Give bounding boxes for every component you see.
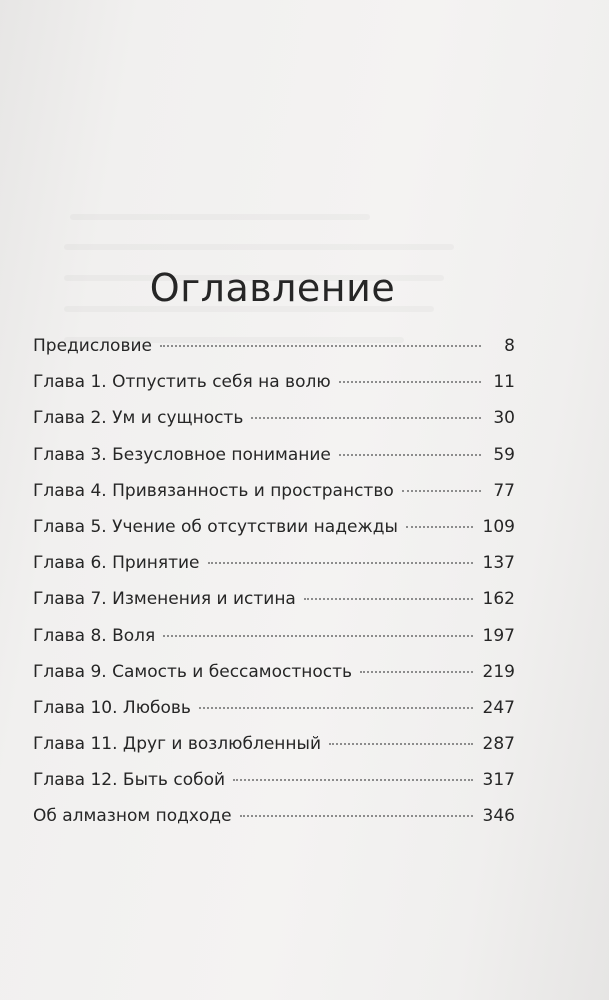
toc-entry-page: 219 [482, 661, 515, 682]
toc-entry-title: Глава 4. Привязанность и пространство [33, 480, 394, 501]
dot-leader [240, 815, 473, 817]
toc-entry-page: 11 [493, 372, 515, 393]
toc-entry-page: 30 [493, 408, 515, 429]
dot-leader [339, 381, 481, 383]
toc-entry-page: 77 [493, 480, 515, 501]
toc-entry-afterword[interactable] [33, 806, 515, 842]
toc-entry-title: Глава 6. Принятие [33, 553, 200, 574]
toc-entry-chapter-2[interactable] [33, 408, 515, 444]
toc-entry-chapter-7[interactable] [33, 589, 515, 625]
show-through-line [70, 214, 370, 220]
toc-entry-chapter-9[interactable] [33, 662, 515, 698]
toc-entry-title: Предисловие [33, 336, 152, 356]
dot-leader [251, 417, 481, 419]
toc-entry-preface[interactable] [33, 336, 515, 372]
toc-entry-title: Глава 9. Самость и бессамостность [33, 661, 353, 682]
toc-entry-page: 346 [482, 806, 515, 827]
dot-leader [199, 707, 473, 709]
show-through-line [64, 244, 454, 250]
toc-entry-page: 109 [482, 516, 515, 537]
dot-leader [329, 743, 473, 745]
dot-leader [160, 345, 481, 347]
toc-entry-chapter-10[interactable] [33, 698, 515, 734]
dot-leader [233, 779, 473, 781]
toc-entry-page: 137 [482, 553, 515, 574]
toc-entry-title: Об алмазном подходе [33, 806, 232, 827]
toc-entry-chapter-12[interactable] [33, 770, 515, 806]
toc-entry-title: Глава 2. Ум и сущность [33, 408, 244, 429]
toc-entry-title: Глава 3. Безусловное понимание [33, 444, 331, 465]
toc-entry-page: 8 [504, 336, 515, 356]
toc-entry-chapter-11[interactable] [33, 734, 515, 770]
toc-entry-chapter-8[interactable] [33, 626, 515, 662]
toc-entry-chapter-1[interactable] [33, 372, 515, 408]
toc-entry-page: 287 [482, 734, 515, 755]
toc-entry-chapter-4[interactable] [33, 481, 515, 517]
toc-entry-title: Глава 8. Воля [33, 625, 156, 646]
toc-entry-title: Глава 7. Изменения и истина [33, 589, 296, 610]
dot-leader [208, 562, 473, 564]
toc-entry-page: 162 [482, 589, 515, 610]
toc-entry-title: Глава 11. Друг и возлюбленный [33, 734, 321, 755]
toc-heading: Оглавление [149, 266, 396, 310]
toc-entry-chapter-5[interactable] [33, 517, 515, 553]
toc-entry-page: 59 [493, 444, 515, 465]
dot-leader [163, 635, 472, 637]
toc-entry-title: Глава 1. Отпустить себя на волю [33, 372, 331, 393]
dot-leader [304, 598, 473, 600]
dot-leader [360, 671, 472, 673]
toc-entry-title: Глава 10. Любовь [33, 697, 191, 718]
toc-entry-chapter-6[interactable] [33, 553, 515, 589]
dot-leader [406, 526, 473, 528]
table-of-contents [33, 336, 515, 843]
dot-leader [402, 490, 481, 492]
toc-entry-page: 317 [482, 770, 515, 791]
toc-entry-chapter-3[interactable] [33, 445, 515, 481]
toc-entry-page: 197 [482, 625, 515, 646]
toc-entry-title: Глава 5. Учение об отсутствии надежды [33, 516, 398, 537]
dot-leader [339, 454, 481, 456]
toc-entry-title: Глава 12. Быть собой [33, 770, 226, 791]
toc-entry-page: 247 [482, 697, 515, 718]
